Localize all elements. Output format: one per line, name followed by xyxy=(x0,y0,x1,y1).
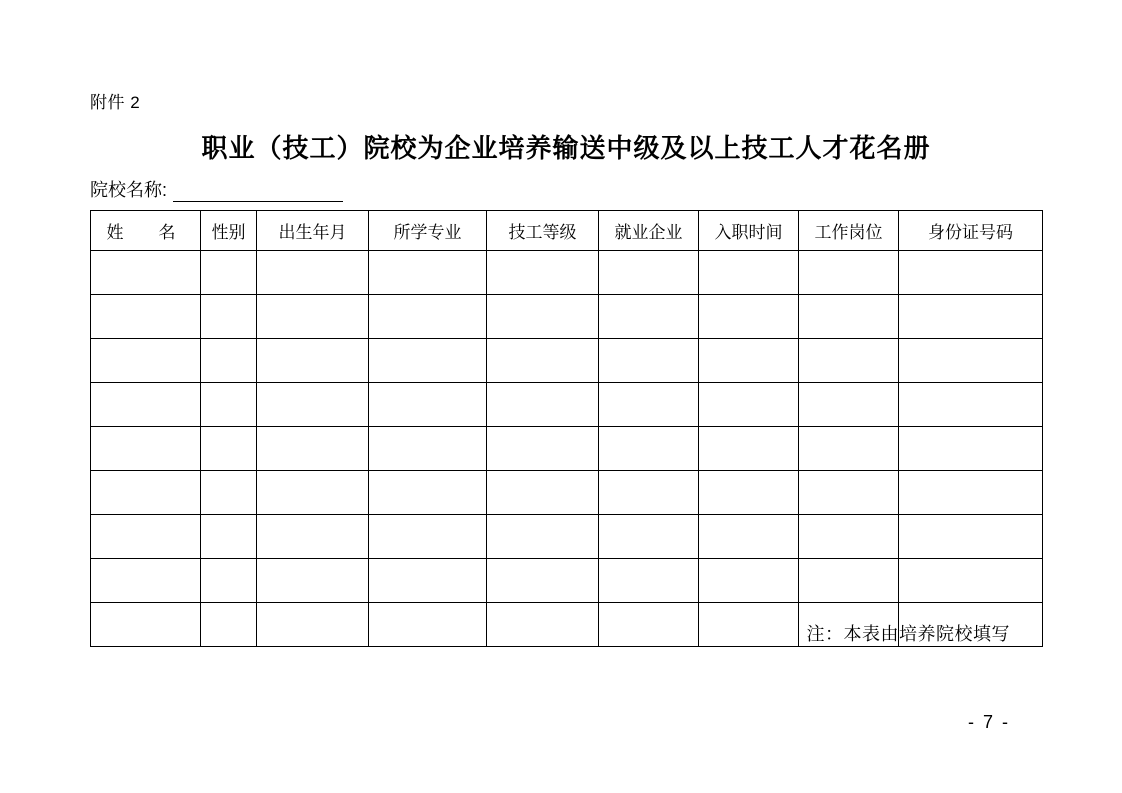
cell-name[interactable] xyxy=(91,515,201,559)
cell-hire-date[interactable] xyxy=(699,427,799,471)
column-header-skill-level: 技工等级 xyxy=(487,211,599,251)
cell-major[interactable] xyxy=(369,471,487,515)
cell-employer[interactable] xyxy=(599,251,699,295)
cell-name[interactable] xyxy=(91,295,201,339)
cell-major[interactable] xyxy=(369,559,487,603)
cell-major[interactable] xyxy=(369,383,487,427)
cell-major[interactable] xyxy=(369,339,487,383)
cell-id-number[interactable] xyxy=(899,471,1043,515)
cell-name[interactable] xyxy=(91,339,201,383)
cell-skill-level[interactable] xyxy=(487,251,599,295)
cell-hire-date[interactable] xyxy=(699,559,799,603)
cell-id-number[interactable] xyxy=(899,251,1043,295)
cell-gender[interactable] xyxy=(201,383,257,427)
cell-birth-date[interactable] xyxy=(257,383,369,427)
cell-name[interactable] xyxy=(91,559,201,603)
cell-employer[interactable] xyxy=(599,515,699,559)
cell-id-number[interactable] xyxy=(899,339,1043,383)
cell-position[interactable] xyxy=(799,559,899,603)
cell-name[interactable] xyxy=(91,427,201,471)
cell-skill-level[interactable] xyxy=(487,295,599,339)
cell-skill-level[interactable] xyxy=(487,559,599,603)
column-header-gender: 性别 xyxy=(201,211,257,251)
cell-hire-date[interactable] xyxy=(699,515,799,559)
cell-name[interactable] xyxy=(91,471,201,515)
cell-birth-date[interactable] xyxy=(257,559,369,603)
cell-gender[interactable] xyxy=(201,515,257,559)
cell-birth-date[interactable] xyxy=(257,515,369,559)
page-number: - 7 - xyxy=(967,712,1010,732)
cell-birth-date[interactable] xyxy=(257,427,369,471)
attachment-label: 附件 2 xyxy=(90,93,141,112)
cell-birth-date[interactable] xyxy=(257,339,369,383)
cell-gender[interactable] xyxy=(201,339,257,383)
cell-employer[interactable] xyxy=(599,471,699,515)
column-header-name: 姓 名 xyxy=(91,211,201,251)
cell-major[interactable] xyxy=(369,251,487,295)
cell-name[interactable] xyxy=(91,251,201,295)
cell-gender[interactable] xyxy=(201,295,257,339)
cell-id-number[interactable] xyxy=(899,515,1043,559)
table-header-row xyxy=(91,211,1043,251)
cell-position[interactable] xyxy=(799,383,899,427)
cell-position[interactable] xyxy=(799,251,899,295)
table-row xyxy=(91,383,1043,427)
column-header-id-number: 身份证号码 xyxy=(899,211,1043,251)
cell-major[interactable] xyxy=(369,515,487,559)
cell-birth-date[interactable] xyxy=(257,295,369,339)
cell-id-number[interactable] xyxy=(899,559,1043,603)
table-row xyxy=(91,295,1043,339)
column-header-major: 所学专业 xyxy=(369,211,487,251)
cell-birth-date[interactable] xyxy=(257,471,369,515)
cell-gender[interactable] xyxy=(201,471,257,515)
cell-hire-date[interactable] xyxy=(699,383,799,427)
roster-table xyxy=(90,210,1043,647)
cell-major[interactable] xyxy=(369,427,487,471)
cell-employer[interactable] xyxy=(599,339,699,383)
cell-birth-date[interactable] xyxy=(257,251,369,295)
column-header-position: 工作岗位 xyxy=(799,211,899,251)
table-row xyxy=(91,251,1043,295)
cell-gender[interactable] xyxy=(201,251,257,295)
cell-id-number[interactable] xyxy=(899,295,1043,339)
cell-gender[interactable] xyxy=(201,427,257,471)
cell-employer[interactable] xyxy=(599,295,699,339)
table-row xyxy=(91,471,1043,515)
school-name-input[interactable] xyxy=(173,184,343,202)
column-header-birth-date: 出生年月 xyxy=(257,211,369,251)
cell-name[interactable] xyxy=(91,383,201,427)
cell-hire-date[interactable] xyxy=(699,251,799,295)
column-header-employer: 就业企业 xyxy=(599,211,699,251)
cell-id-number[interactable] xyxy=(899,383,1043,427)
school-name-field xyxy=(90,176,343,202)
cell-employer[interactable] xyxy=(599,427,699,471)
cell-skill-level[interactable] xyxy=(487,427,599,471)
cell-skill-level[interactable] xyxy=(487,339,599,383)
cell-major[interactable] xyxy=(369,295,487,339)
cell-skill-level[interactable] xyxy=(487,471,599,515)
table-row xyxy=(91,559,1043,603)
cell-position[interactable] xyxy=(799,471,899,515)
cell-position[interactable] xyxy=(799,339,899,383)
page-title: 职业（技工）院校为企业培养输送中级及以上技工人才花名册 xyxy=(201,133,931,163)
cell-position[interactable] xyxy=(799,427,899,471)
table-row xyxy=(91,515,1043,559)
cell-hire-date[interactable] xyxy=(699,339,799,383)
cell-employer[interactable] xyxy=(599,559,699,603)
school-name-label: 院校名称: xyxy=(90,180,168,200)
cell-employer[interactable] xyxy=(599,383,699,427)
cell-skill-level[interactable] xyxy=(487,515,599,559)
cell-skill-level[interactable] xyxy=(487,383,599,427)
table-row xyxy=(91,339,1043,383)
cell-gender[interactable] xyxy=(201,559,257,603)
cell-hire-date[interactable] xyxy=(699,295,799,339)
cell-position[interactable] xyxy=(799,295,899,339)
cell-id-number[interactable] xyxy=(899,427,1043,471)
table-row xyxy=(91,427,1043,471)
cell-hire-date[interactable] xyxy=(699,471,799,515)
column-header-hire-date: 入职时间 xyxy=(699,211,799,251)
form-note: 注：本表由培养院校填写 xyxy=(806,624,1010,644)
cell-position[interactable] xyxy=(799,515,899,559)
